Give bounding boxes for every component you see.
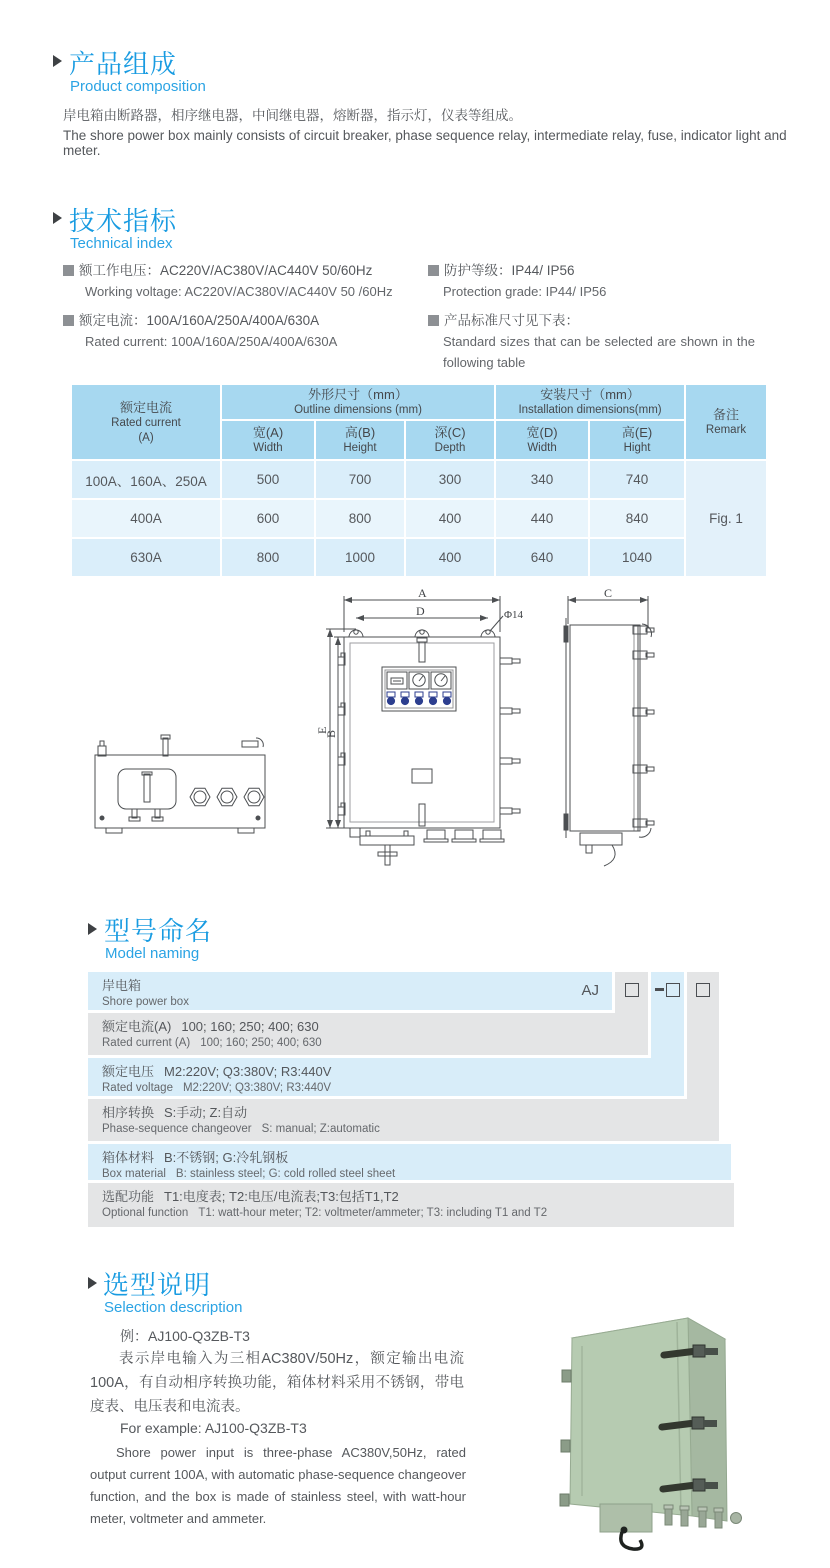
- spec-standard-sizes-en: Standard sizes that can be selected are shown in the following table: [443, 334, 755, 370]
- dim-label-d: D: [416, 604, 425, 618]
- spec-protection-grade: 防护等级：IP44/ IP56: [428, 259, 575, 279]
- model-code-prefix: AJ: [581, 982, 599, 999]
- model-row-rated-current: 额定电流(A) 100; 160; 250; 400; 630 Rated current (A) 100; 160; 250; 400; 630: [88, 1013, 648, 1055]
- product-photo: [548, 1292, 828, 1564]
- selection-body-cn: 表示岸电输入为三相AC380V/50Hz，额定输出电流100A，有自动相序转换功能，箱体材料采用不锈钢，带电度表、电压表和电流表。: [90, 1351, 464, 1415]
- col-group-outline: 外形尺寸（mm） Outline dimensions (mm): [222, 385, 494, 419]
- section-bullet-icon: [53, 55, 62, 67]
- col-header-width-d: 宽(D) Width: [496, 421, 588, 459]
- section-subtitle-technical-index: Technical index: [70, 235, 173, 252]
- model-code-slot-voltage: [651, 972, 684, 1096]
- table-row: 100A、160A、250A 500 700 300 340 740 Fig. 1: [72, 461, 766, 498]
- col-header-width-a: 宽(A) Width: [222, 421, 314, 459]
- col-header-depth-c: 深(C) Depth: [406, 421, 494, 459]
- code-box-icon: [666, 983, 680, 997]
- square-bullet-icon: [428, 315, 439, 326]
- product-composition-text-en: The shore power box mainly consists of circuit breaker, phase sequence relay, intermediate relay, fuse, indicator light and meter.: [63, 128, 787, 158]
- indicator-lamp-icons: [387, 692, 451, 705]
- dim-label-b: B: [324, 729, 338, 738]
- col-group-installation: 安装尺寸（mm） Installation dimensions(mm): [496, 385, 684, 419]
- model-code-slot-current: [615, 972, 648, 1055]
- model-row-phase-sequence: 相序转换 S:手动; Z:自动 Phase-sequence changeover S: manual; Z:automatic: [88, 1099, 719, 1141]
- dim-label-c: C: [604, 588, 613, 600]
- col-header-rated-current: 额定电流 Rated current (A): [72, 385, 220, 459]
- section-subtitle-selection: Selection description: [104, 1299, 243, 1316]
- side-latch-icons: [633, 624, 654, 837]
- model-row-optional-function: 选配功能 T1:电度表; T2:电压/电流表;T3:包括T1,T2 Optional function T1: watt-hour meter; T2: voltmeter/ammeter; T3: including T1 and T2: [88, 1183, 734, 1227]
- model-row-shore-power-box: 岸电箱 Shore power box AJ: [88, 972, 612, 1010]
- table-row: 400A 600 800 400 440 840: [72, 500, 766, 537]
- spec-rated-current: 额定电流：100A/160A/250A/400A/630A: [63, 309, 319, 329]
- model-naming-table: [88, 972, 738, 1228]
- latch-icons: [500, 658, 520, 814]
- section-bullet-icon: [88, 923, 97, 935]
- section-title-product-composition: 产品组成: [69, 49, 178, 79]
- bottom-view-drawing: [95, 735, 265, 833]
- table-row: 630A 800 1000 400 640 1040: [72, 539, 766, 576]
- section-subtitle-product-composition: Product composition: [70, 78, 206, 95]
- col-header-remark: 备注 Remark: [686, 385, 766, 459]
- spec-protection-grade-en: Protection grade: IP44/ IP56: [443, 284, 607, 299]
- model-code-slot-function: [687, 972, 719, 1141]
- product-composition-text-cn: 岸电箱由断路器，相序继电器，中间继电器，熔断器，指示灯，仪表等组成。: [63, 108, 522, 123]
- square-bullet-icon: [428, 265, 439, 276]
- code-box-icon: [696, 983, 710, 997]
- section-bullet-icon: [53, 212, 62, 224]
- section-bullet-icon: [88, 1277, 97, 1289]
- code-box-icon: [625, 983, 639, 997]
- instrument-panel-drawing: [382, 667, 456, 711]
- side-view-drawing: [564, 596, 654, 866]
- spec-rated-current-en: Rated current: 100A/160A/250A/400A/630A: [85, 334, 338, 349]
- spec-working-voltage: 额工作电压：AC220V/AC380V/AC440V 50/60Hz: [63, 259, 372, 279]
- dim-label-hole: Φ14: [504, 609, 524, 621]
- square-bullet-icon: [63, 315, 74, 326]
- dim-label-e: E: [315, 726, 329, 734]
- model-row-rated-voltage: 额定电压 M2:220V; Q3:380V; R3:440V Rated voltage M2:220V; Q3:380V; R3:440V: [88, 1058, 684, 1096]
- cable-hook: [621, 1532, 642, 1549]
- dash-icon: [655, 988, 664, 991]
- col-header-height-e: 高(E) Hight: [590, 421, 684, 459]
- model-row-box-material: 箱体材料 B:不锈钢; G:冷轧钢板 Box material B: stainless steel; G: cold rolled steel sheet: [88, 1144, 731, 1180]
- square-bullet-icon: [63, 265, 74, 276]
- round-gland-icon: [731, 1513, 742, 1524]
- front-view-drawing: [326, 596, 520, 865]
- section-title-model-naming: 型号命名: [104, 916, 213, 946]
- section-title-selection: 选型说明: [103, 1270, 212, 1300]
- dim-label-a: A: [418, 588, 427, 600]
- selection-example-en: For example: AJ100-Q3ZB-T3: [120, 1420, 307, 1436]
- remark-cell: Fig. 1: [686, 461, 766, 576]
- technical-drawing: [60, 588, 700, 888]
- dimension-table: [70, 383, 768, 578]
- selection-example-cn: 例：AJ100-Q3ZB-T3: [120, 1328, 250, 1344]
- section-title-technical-index: 技术指标: [69, 206, 178, 236]
- spec-standard-sizes: 产品标准尺寸见下表：: [428, 309, 579, 329]
- selection-body-en: Shore power input is three-phase AC380V,50Hz, rated output current 100A, with automatic phase-sequence changeover function, and the box is made of stainless steel, with watt-hour meter, voltmeter and ammeter.: [90, 1445, 466, 1526]
- section-subtitle-model-naming: Model naming: [105, 945, 200, 962]
- spec-working-voltage-en: Working voltage: AC220V/AC380V/AC440V 50 /60Hz: [85, 284, 393, 299]
- hinge-icons: [560, 1370, 571, 1506]
- col-header-height-b: 高(B) Height: [316, 421, 404, 459]
